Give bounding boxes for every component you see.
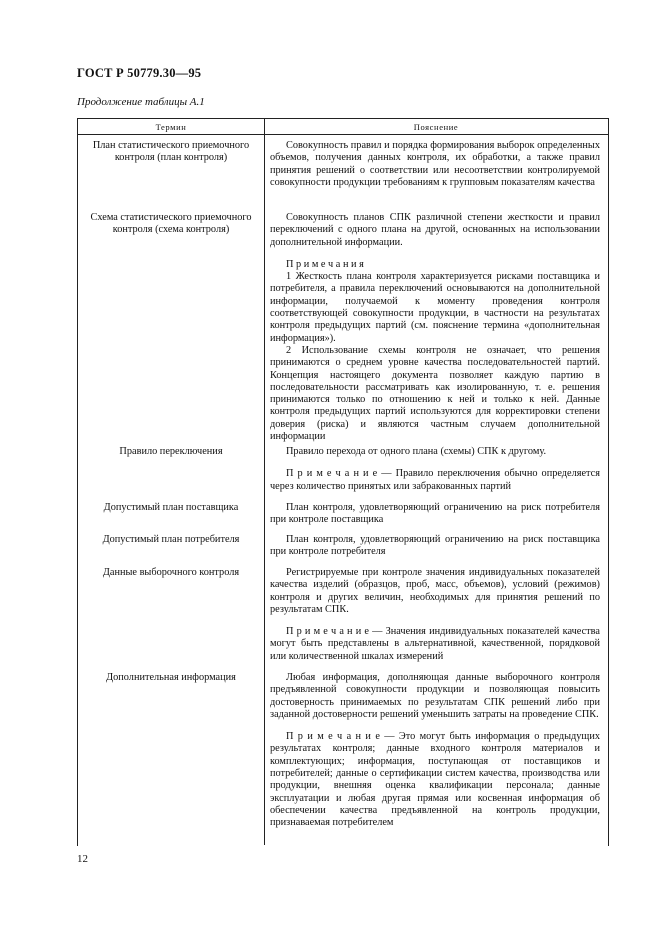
- explanation-acceptance-plan: [270, 140, 600, 189]
- standard-designation: ГОСТ Р 50779.30—95: [77, 66, 202, 80]
- explanation-supplier-plan: [270, 502, 600, 527]
- explanation-text: Регистрируемые при контроле значения индивидуальных показателей качества изделий (образцов, проб, масс, объемов), условий (режимов) контроля и других величин, необходимых для принятия решений по результатам СПК.: [270, 567, 600, 615]
- note: [270, 468, 600, 493]
- table-continuation-caption: Продолжение таблицы А.1: [77, 96, 205, 108]
- explanation-text: Совокупность правил и порядка формирования выборок определенных объемов, получения данных контроля, их обработки, а также правил принятия решений о соответствии или несоответствии контролируемой совокупности продукции требованиям к групповым показателям качества: [270, 140, 600, 188]
- column-divider: [264, 118, 265, 845]
- explanation-consumer-plan: [270, 534, 600, 559]
- note-label: П р и м е ч а н и е: [286, 468, 378, 480]
- explanation-text: План контроля, удовлетворяющий ограничению на риск потребителя при контроле поставщика: [270, 502, 600, 526]
- note-1: 1 Жесткость плана контроля характеризуется рисками поставщика и потребителя, а правила переключений основываются на дополнительной информации, получаемой к моменту проведения контроля соответствующей совокупности продукции, в частности на результатах контроля предыдущих партий (см. пояснение термина «дополнительная информация»).: [270, 271, 600, 344]
- note-text: — Значения индивидуальных показателей качества могут быть представлены в альтернативной, качественной, порядковой или количественной шкалах измерений: [270, 626, 600, 662]
- column-header-explanation: Пояснение: [413, 121, 459, 132]
- explanation-sampling-data: [270, 567, 600, 663]
- term-consumer-plan: Допустимый план потребителя: [102, 534, 240, 545]
- note-text: — Правило переключения обычно определяется через количество принятых или забракованных партий: [270, 468, 600, 492]
- term-switching-rule: Правило переключения: [119, 446, 223, 457]
- note: [270, 626, 600, 663]
- explanation-text: Правило перехода от одного плана (схемы) СПК к другому.: [286, 446, 547, 457]
- explanation-switching-rule: [270, 446, 600, 493]
- term-additional-information: Дополнительная информация: [106, 672, 236, 683]
- page-number: 12: [77, 853, 88, 865]
- table-header-divider: [77, 134, 608, 135]
- term-sampling-data: Данные выборочного контроля: [102, 567, 240, 578]
- explanation-text: План контроля, удовлетворяющий ограничению на риск поставщика при контроле потребителя: [270, 534, 600, 558]
- column-header-term: Термин: [155, 121, 187, 132]
- note-2: 2 Использование схемы контроля не означает, что решения принимаются о среднем уровне качества последовательностей партий. Концепция настоящего документа позволяет каждую партию в последовательности рассматривать как изолированную, т. е. решения принимаются только по отношению к ней и только к ней. Данные контроля предыдущих партий используются для корректировки степени доверия (риска) и являются частным случаем дополнительной информации: [270, 344, 600, 443]
- note-label: П р и м е ч а н и е: [286, 626, 369, 638]
- term-acceptance-scheme: Схема статистического приемочного контроля (схема контроля): [90, 212, 252, 236]
- note: [270, 731, 600, 829]
- note-text: — Это могут быть информация о предыдущих результатах контроля; данные входного контроля материалов и комплектующих; информация, поступающая от поставщиков и потребителей; данные о сертификации систем качества, производства или продукции, внешняя оценка квалификации персонала; данные эксплуатации и любая другая прямая или косвенная информация об обеспечении качества предъявленной на контроль продукции, признаваемая потребителем: [270, 731, 600, 829]
- explanation-text: Совокупность планов СПК различной степени жесткости и правил переключений с одного плана на другой, основанных на использовании дополнительной информации.: [270, 212, 600, 248]
- notes-heading: П р и м е ч а н и я: [286, 258, 364, 270]
- explanation-acceptance-scheme: [270, 212, 600, 443]
- explanation-text: Любая информация, дополняющая данные выборочного контроля предъявленной совокупности продукции и позволяющая повысить достоверность принимаемых по результатам СПК решений либо при заданной достоверности решений уменьшить затраты на проведение СПК.: [270, 672, 600, 720]
- explanation-additional-information: [270, 672, 600, 830]
- term-supplier-plan: Допустимый план поставщика: [103, 502, 239, 513]
- note-label: П р и м е ч а н и е: [286, 731, 380, 743]
- term-acceptance-plan: План статистического приемочного контроля (план контроля): [92, 140, 250, 164]
